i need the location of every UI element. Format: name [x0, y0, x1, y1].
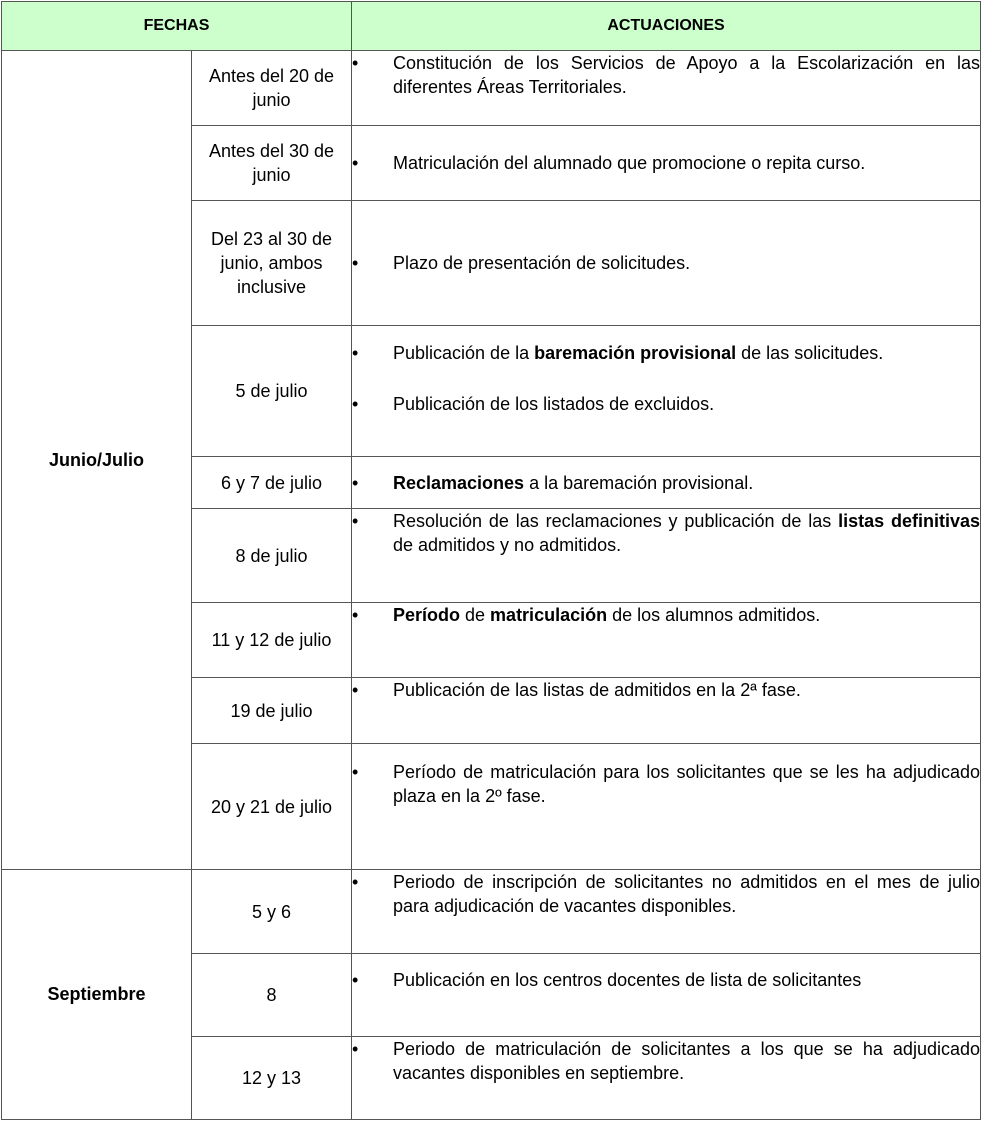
date-cell: 8: [192, 954, 352, 1037]
table-row: [2, 870, 981, 954]
schedule-table: [1, 1, 981, 1120]
action-text: Publicación de las listas de admitidos en la 2ª fase.: [393, 680, 801, 700]
list-item: [352, 251, 980, 275]
action-text: Periodo de inscripción de solicitantes no admitidos en el mes de julio para adjudicación de vacantes disponibles.: [393, 872, 980, 916]
list-item: [352, 509, 980, 557]
action-cell: [352, 201, 981, 326]
action-cell: [352, 870, 981, 954]
action-cell: [352, 678, 981, 744]
date-cell: 6 y 7 de julio: [192, 457, 352, 509]
header-actuaciones: ACTUACIONES: [352, 2, 981, 51]
bullet-icon: •: [352, 472, 359, 493]
action-text: Período de matriculación de los alumnos admitidos.: [393, 605, 821, 625]
action-text: Constitución de los Servicios de Apoyo a la Escolarización en las diferentes Áreas Territoriales.: [393, 53, 980, 97]
action-cell: [352, 457, 981, 509]
date-cell: 5 y 6: [192, 870, 352, 954]
header-row: [2, 2, 981, 51]
list-item: [352, 760, 980, 808]
action-text: Publicación en los centros docentes de lista de solicitantes: [393, 970, 862, 990]
date-cell: 19 de julio: [192, 678, 352, 744]
list-item: [352, 51, 980, 99]
action-text: Publicación de la baremación provisional de las solicitudes.: [393, 343, 884, 363]
list-item: [352, 968, 980, 992]
bullet-icon: •: [352, 394, 359, 414]
bullet-icon: •: [352, 343, 359, 363]
action-text: Publicación de los listados de excluidos.: [393, 394, 715, 414]
action-cell: [352, 744, 981, 870]
date-cell: 20 y 21 de julio: [192, 744, 352, 870]
bullet-icon: •: [352, 872, 359, 892]
bullet-icon: •: [352, 153, 359, 173]
action-cell: [352, 326, 981, 457]
list-item: [352, 471, 980, 495]
action-text: Plazo de presentación de solicitudes.: [393, 253, 691, 273]
bullet-icon: •: [352, 762, 359, 782]
list-item: [352, 678, 980, 702]
date-cell: 11 y 12 de julio: [192, 603, 352, 678]
date-cell: Del 23 al 30 de junio, ambos inclusive: [192, 201, 352, 326]
action-text: Matriculación del alumnado que promocione o repita curso.: [393, 153, 866, 173]
action-cell: [352, 603, 981, 678]
list-item: [352, 151, 980, 175]
action-text: Período de matriculación para los solicitantes que se les ha adjudicado plaza en la 2º fase.: [393, 762, 980, 806]
action-text: Resolución de las reclamaciones y publicación de las listas definitivas de admitidos y no admitidos.: [393, 511, 981, 555]
date-cell: Antes del 30 de junio: [192, 126, 352, 201]
table-row: [2, 51, 981, 126]
month-cell-septiembre: Septiembre: [2, 870, 192, 1120]
list-item: [352, 392, 980, 416]
list-item: [352, 603, 980, 627]
date-cell: 8 de julio: [192, 509, 352, 603]
action-text: Periodo de matriculación de solicitantes a los que se ha adjudicado vacantes disponibles en septiembre.: [393, 1039, 980, 1083]
date-cell: Antes del 20 de junio: [192, 51, 352, 126]
list-item: [352, 1037, 980, 1085]
date-cell: 5 de julio: [192, 326, 352, 457]
bullet-icon: •: [352, 253, 359, 273]
header-fechas: FECHAS: [2, 2, 352, 51]
bullet-icon: •: [352, 605, 359, 625]
bullet-icon: •: [352, 680, 359, 700]
action-cell: [352, 1037, 981, 1120]
action-cell: [352, 509, 981, 603]
action-text: Reclamaciones a la baremación provisional.: [393, 472, 754, 493]
bullet-icon: •: [352, 53, 359, 73]
list-item: [352, 870, 980, 918]
month-cell-junio-julio: Junio/Julio: [2, 51, 192, 870]
action-cell: [352, 126, 981, 201]
bullet-icon: •: [352, 511, 359, 531]
action-cell: [352, 51, 981, 126]
date-cell: 12 y 13: [192, 1037, 352, 1120]
action-cell: [352, 954, 981, 1037]
bullet-icon: •: [352, 1039, 359, 1059]
list-item: [352, 341, 980, 365]
bullet-icon: •: [352, 970, 359, 990]
